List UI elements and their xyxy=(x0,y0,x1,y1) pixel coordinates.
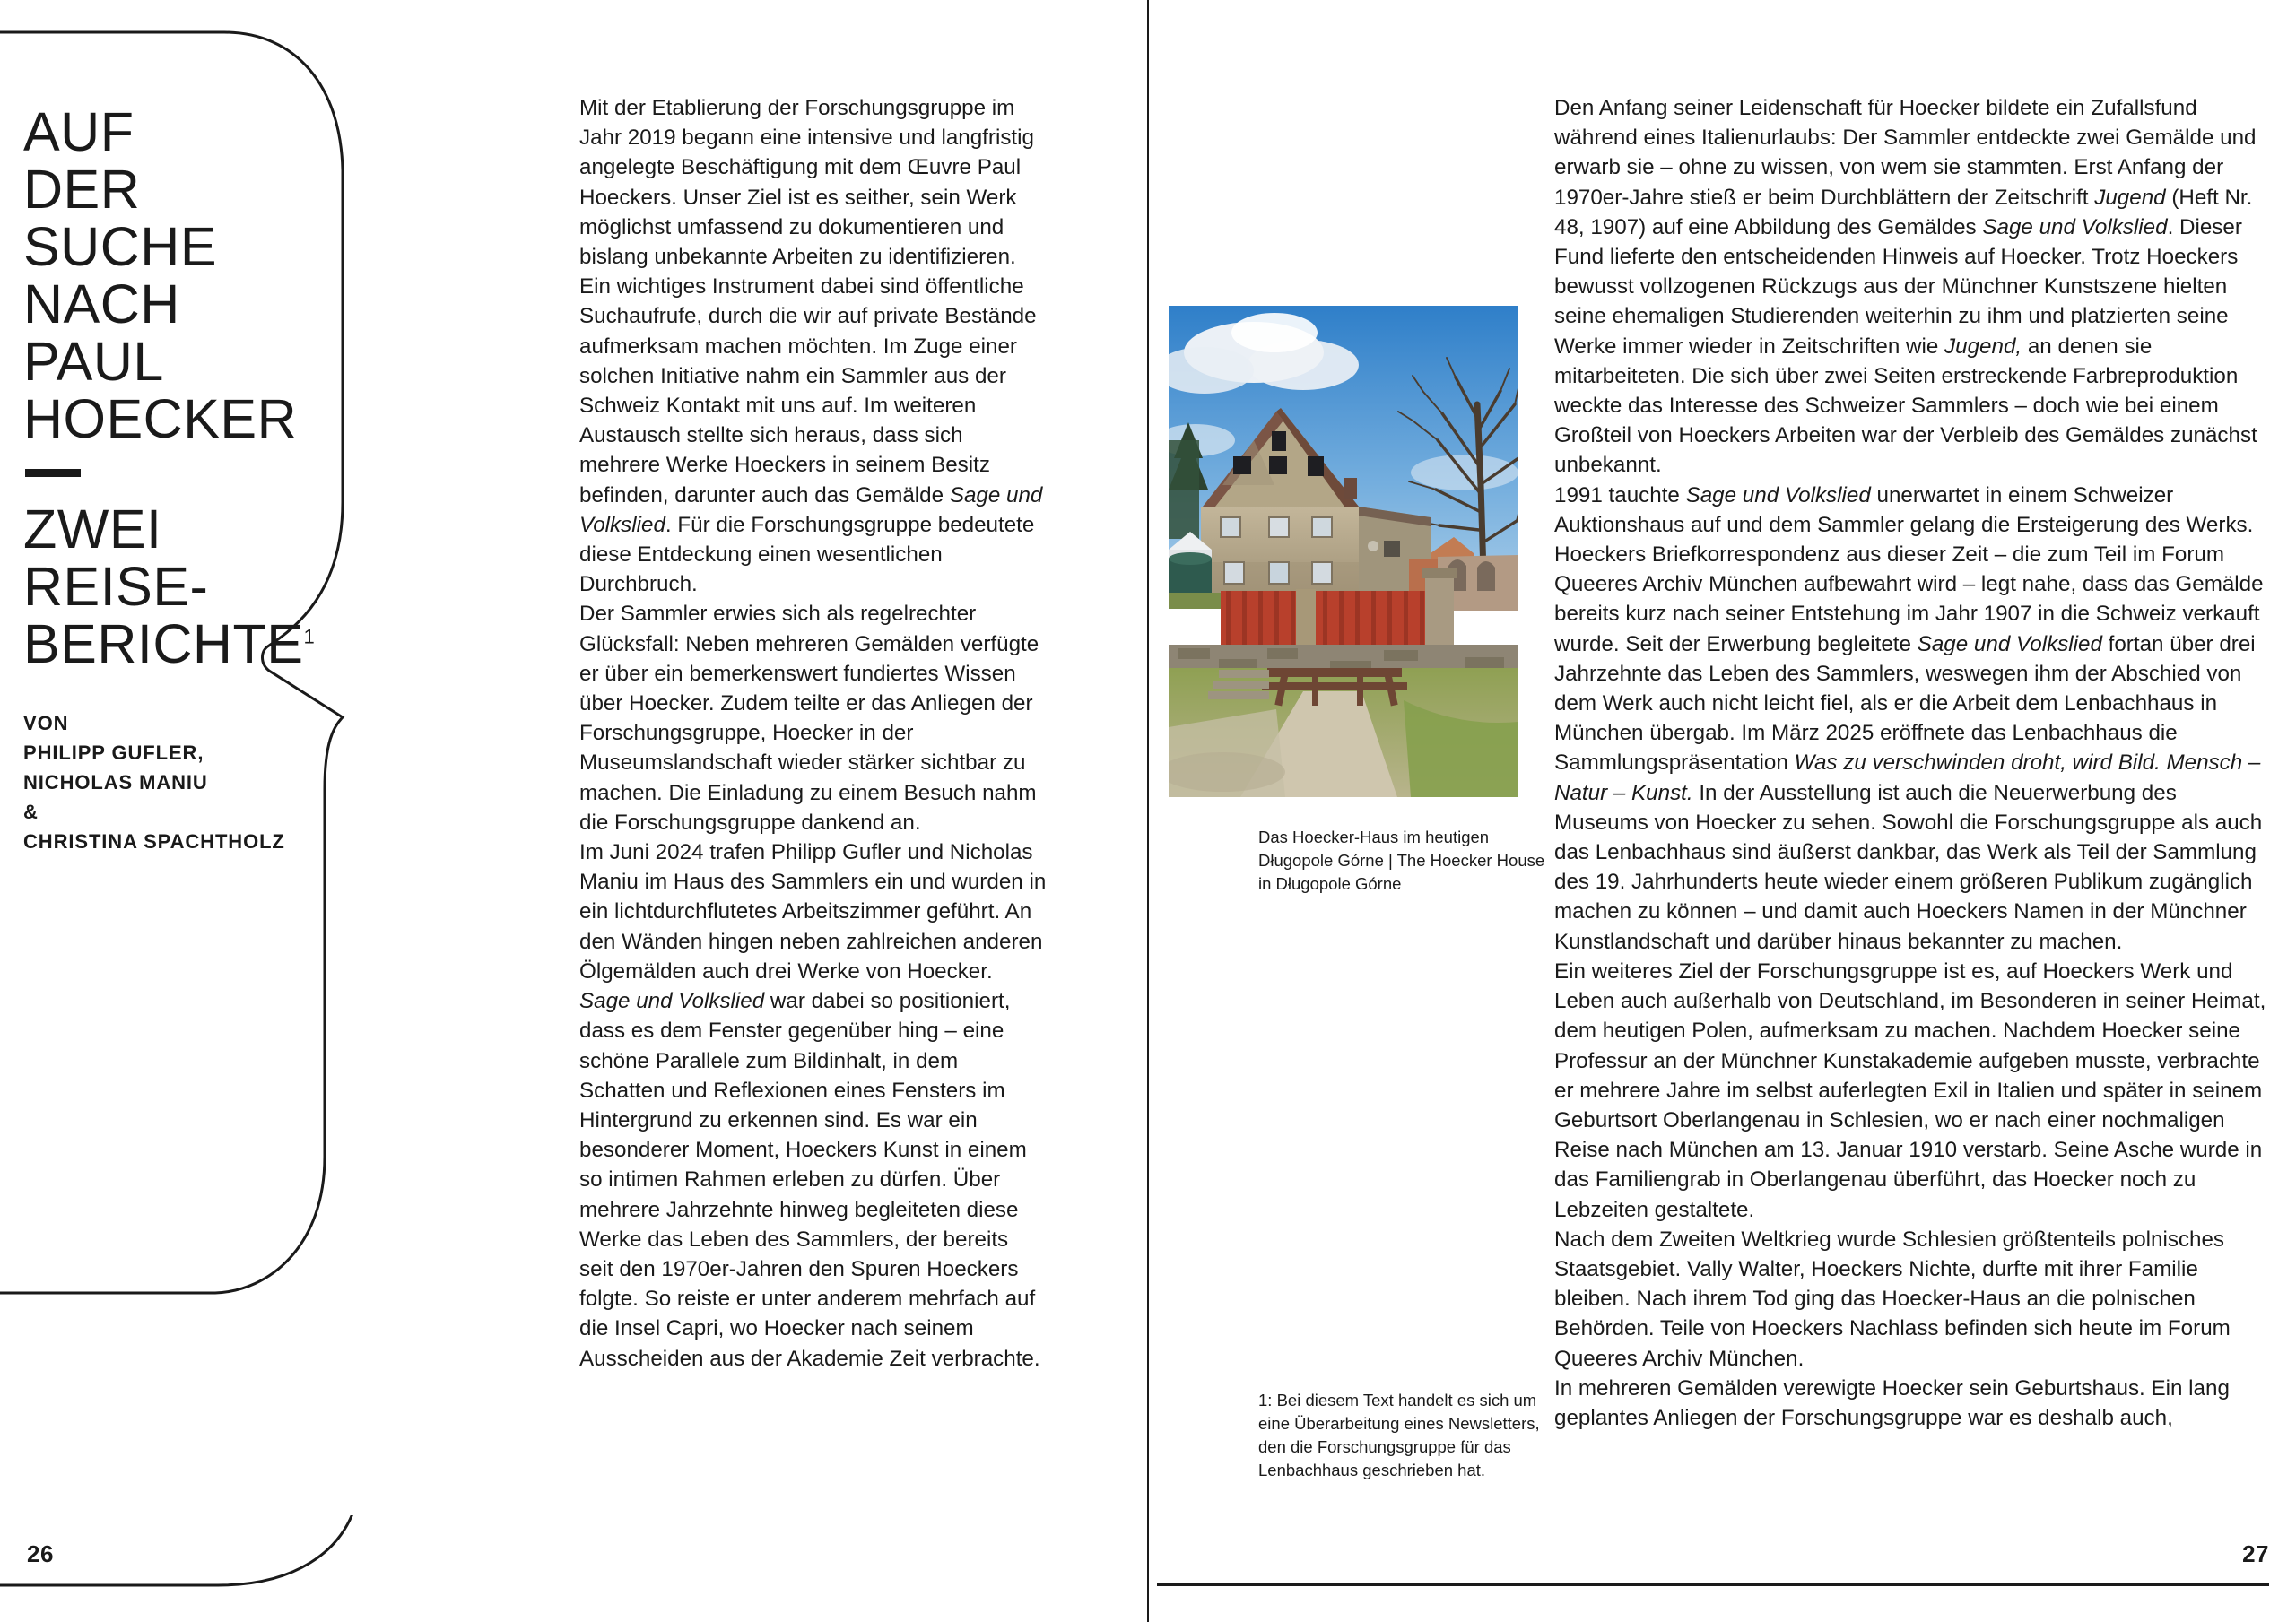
article-title-block xyxy=(23,103,319,856)
paragraph xyxy=(579,93,1048,599)
paragraph xyxy=(579,837,1048,1374)
paragraph xyxy=(1554,93,2272,481)
byline-line: VON xyxy=(23,712,69,734)
headline-line: NACH xyxy=(23,273,180,334)
paragraph-text: unerwartet in einem Schweizer Auktionshaus auf und dem Sammler gelang die Ersteigerung des Werks. Hoeckers Briefkorrespondenz aus dieser Zeit – die zum Teil im Forum Queeres Archiv München aufbewahrt wird – legt nahe, dass das Gemälde bereits kurz nach seiner Entstehung im Jahr 1907 in die Schweiz verkauft wurde. Seit der Erwerbung begleitete xyxy=(1554,482,2264,656)
headline-line: PAUL xyxy=(23,331,164,392)
work-title-italic: Sage und Volkslied xyxy=(1917,631,2102,656)
paragraph-text: war dabei so positioniert, dass es dem Fenster gegenüber hing – eine schöne Parallele zum Bildinhalt, in dem Schatten und Reflexionen eines Fensters im Hintergrund zu erkennen sind. Es war ein besonderer Moment, Hoeckers Kunst in einem so intimen Rahmen erleben zu dürfen. Über mehrere Jahrzehnte hinweg begleiteten diese Werke das Leben des Sammlers, der bereits seit den 1970er-Jahren den Spuren Hoeckers folgte. So reiste er unter anderem mehrfach auf die Insel Capri, wo Hoecker nach seinem Ausscheiden aus der Akademie Zeit verbrachte. xyxy=(579,989,1040,1371)
bottom-rule-right xyxy=(1157,1583,2269,1586)
paragraph-text: 1991 tauchte xyxy=(1554,482,1686,507)
paragraph: Ein weiteres Ziel der Forschungsgruppe ist es, auf Hoeckers Werk und Leben auch außerhalb von Deutschland, im Besonderen in seiner Heimat, dem heutigen Polen, aufmerksam zu machen. Nachdem Hoecker seine Professur an der Münchner Kunstakademie aufgeben musste, verbrachte er mehrere Jahre im selbst auferlegten Exil in Italien und später in seinem Geburtsort Oberlangenau in Schlesien, wo er nach einer nochmaligen Reise nach München am 13. Januar 1910 verstarb. Seine Asche wurde in das Familiengrab in Oberlangenau überführt, das Hoecker noch zu Lebzeiten gestaltete. xyxy=(1554,958,2266,1222)
paragraph-text: . Dieser Fund lieferte den entscheidenden Hinweis auf Hoecker. Trotz Hoeckers bewusst vollzogenen Rückzugs aus der Münchner Kunstszene hielten seine ehemaligen Studierenden weiterhin zu ihm und platzierten seine Werke immer wieder in Zeitschriften wie xyxy=(1554,214,2242,359)
bottom-rule-left xyxy=(0,1515,574,1622)
paragraph: Nach dem Zweiten Weltkrieg wurde Schlesien größtenteils polnisches Staatsgebiet. Vally Walter, Hoeckers Nichte, durfte mit ihrer Familie bleiben. Nach ihrem Tod ging das Hoecker-Haus an die polnischen Behörden. Teile von Hoeckers Nachlass befinden sich heute im Forum Queeres Archiv München. xyxy=(1554,1227,2231,1371)
byline-line: NICHOLAS MANIU xyxy=(23,771,208,794)
headline-line-with-footnote xyxy=(23,615,319,672)
headline-line: DER xyxy=(23,159,141,220)
journal-title-italic: Jugend xyxy=(2094,185,2166,210)
page-number-right: 27 xyxy=(2242,1540,2269,1567)
photo-caption xyxy=(1258,826,1554,896)
paragraph-text: Im Juni 2024 trafen Philipp Gufler und Nicholas Maniu im Haus des Sammlers ein und wurden in ein lichtdurchflutetes Arbeitszimmer geführt. An den Wänden hingen neben zahlreichen anderen Ölgemälden auch drei Werke von Hoecker. xyxy=(579,840,1047,984)
body-column-2 xyxy=(1554,93,2272,1433)
paragraph xyxy=(1554,481,2272,957)
byline-line: PHILIPP GUFLER, xyxy=(23,742,204,764)
headline-line: SUCHE xyxy=(23,216,218,277)
hoecker-house-photo xyxy=(1169,306,1518,797)
headline-line-text: BERICHTE xyxy=(23,613,304,674)
byline-line: CHRISTINA SPACHTHOLZ xyxy=(23,830,285,853)
photo-caption-text: Das Hoecker-Haus im heutigen Długopole Górne | The Hoecker House xyxy=(1258,828,1545,870)
work-title-italic: Sage und Volkslied xyxy=(1982,214,2168,239)
paragraph-text: . Für die Forschungsgruppe bedeutete diese Entdeckung einen wesentlichen Durchbruch. xyxy=(579,512,1035,597)
headline-line: HOECKER xyxy=(23,388,298,449)
headline-line: AUF xyxy=(23,101,135,162)
work-title-italic: Sage und Volkslied xyxy=(579,989,765,1014)
work-title-italic: Sage und Volkslied xyxy=(1685,482,1871,507)
page-number-left: 26 xyxy=(27,1540,54,1567)
paragraph-text: In der Ausstellung ist auch die Neuerwerbung des Museums von Hoecker zu sehen. Sowohl die Forschungsgruppe als auch das Lenbachhaus sind äußerst dankbar, das Werk als Teil der Sammlung des 19. Jahrhunderts heute wieder einem größeren Publikum zugänglich machen zu können – und damit auch Hoeckers Namen in der Münchner Kunstlandschaft und darüber hinaus bekannter zu machen. xyxy=(1554,780,2263,954)
headline-divider-dash xyxy=(25,469,81,477)
footnote-text: 1: Bei diesem Text handelt es sich um eine Überarbeitung eines Newsletters, den die Forschungsgruppe für das Lenbachhaus geschrieben hat. xyxy=(1258,1391,1540,1479)
body-column-1 xyxy=(579,93,1048,1374)
page-title xyxy=(23,103,319,672)
byline xyxy=(23,708,319,856)
paragraph-text: an denen sie mitarbeiteten. Die sich über zwei Seiten erstreckende Farbreproduktion weckte das Interesse des Schweizer Sammlers – doch wie bei einem Großteil von Hoeckers Arbeiten war der Verbleib des Gemäldes zunächst unbekannt. xyxy=(1554,334,2257,478)
exhibition-title-italic: Was zu verschwinden droht, wird Bild. Mensch – Natur – Kunst. xyxy=(1554,750,2261,805)
paragraph: In mehreren Gemälden verewigte Hoecker sein Geburtshaus. Ein lang geplantes Anliegen der Forschungsgruppe war es deshalb auch, xyxy=(1554,1375,2230,1430)
byline-line: & xyxy=(23,801,39,823)
journal-title-italic: Jugend, xyxy=(1944,334,2022,359)
headline-line: REISE- xyxy=(23,556,209,617)
photo-caption-text-line2: in Długopole Górne xyxy=(1258,874,1402,893)
paragraph-text: (Heft Nr. 48, 1907) auf eine Abbildung des Gemäldes xyxy=(1554,185,2253,239)
paragraph-text: Mit der Etablierung der Forschungsgruppe im Jahr 2019 begann eine intensive und langfristig angelegte Beschäftigung mit dem Œuvre Paul Hoeckers. Unser Ziel ist es seither, sein Werk möglichst umfassend zu dokumentieren und bislang unbekannte Arbeiten zu identifizieren. Ein wichtiges Instrument dabei sind öffentliche Suchaufrufe, durch die wir auf private Bestände aufmerksam machen möchten. Im Zuge einer solchen Initiative nahm ein Sammler aus der Schweiz Kontakt mit uns auf. Im weiteren Austausch stellte sich heraus, dass sich mehrere Werke Hoeckers in seinem Besitz befinden, darunter auch das Gemälde xyxy=(579,96,1037,507)
paragraph-text: fortan über drei Jahrzehnte das Leben des Sammlers, weswegen ihm der Abschied von dem Werk auch nicht leicht fiel, als er die Arbeit dem Lenbachhaus in München übergab. Im März 2025 eröffnete das Lenbachhaus die Sammlungspräsentation xyxy=(1554,631,2256,776)
headline-line: ZWEI xyxy=(23,499,162,559)
work-title-italic: Sage und Volkslied xyxy=(579,482,1043,537)
paragraph-text: Den Anfang seiner Leidenschaft für Hoecker bildete ein Zufallsfund während eines Italienurlaubs: Der Sammler entdeckte zwei Gemälde und erwarb sie – ohne zu wissen, von wem sie stammten. Erst Anfang der 1970er-Jahre stieß er beim Durchblättern der Zeitschrift xyxy=(1554,96,2257,210)
paragraph: Der Sammler erwies sich als regelrechter Glücksfall: Neben mehreren Gemälden verfügte er über ein bemerkenswert fundiertes Wissen über Hoecker. Zudem teilte er das Anliegen der Forschungsgruppe, Hoecker in der Museumslandschaft wieder stärker sichtbar zu machen. Die Einladung zu einem Besuch nahm die Forschungsgruppe dankend an. xyxy=(579,602,1039,835)
spread-gutter-divider xyxy=(1147,0,1149,1622)
footnote-marker: 1 xyxy=(303,625,316,648)
